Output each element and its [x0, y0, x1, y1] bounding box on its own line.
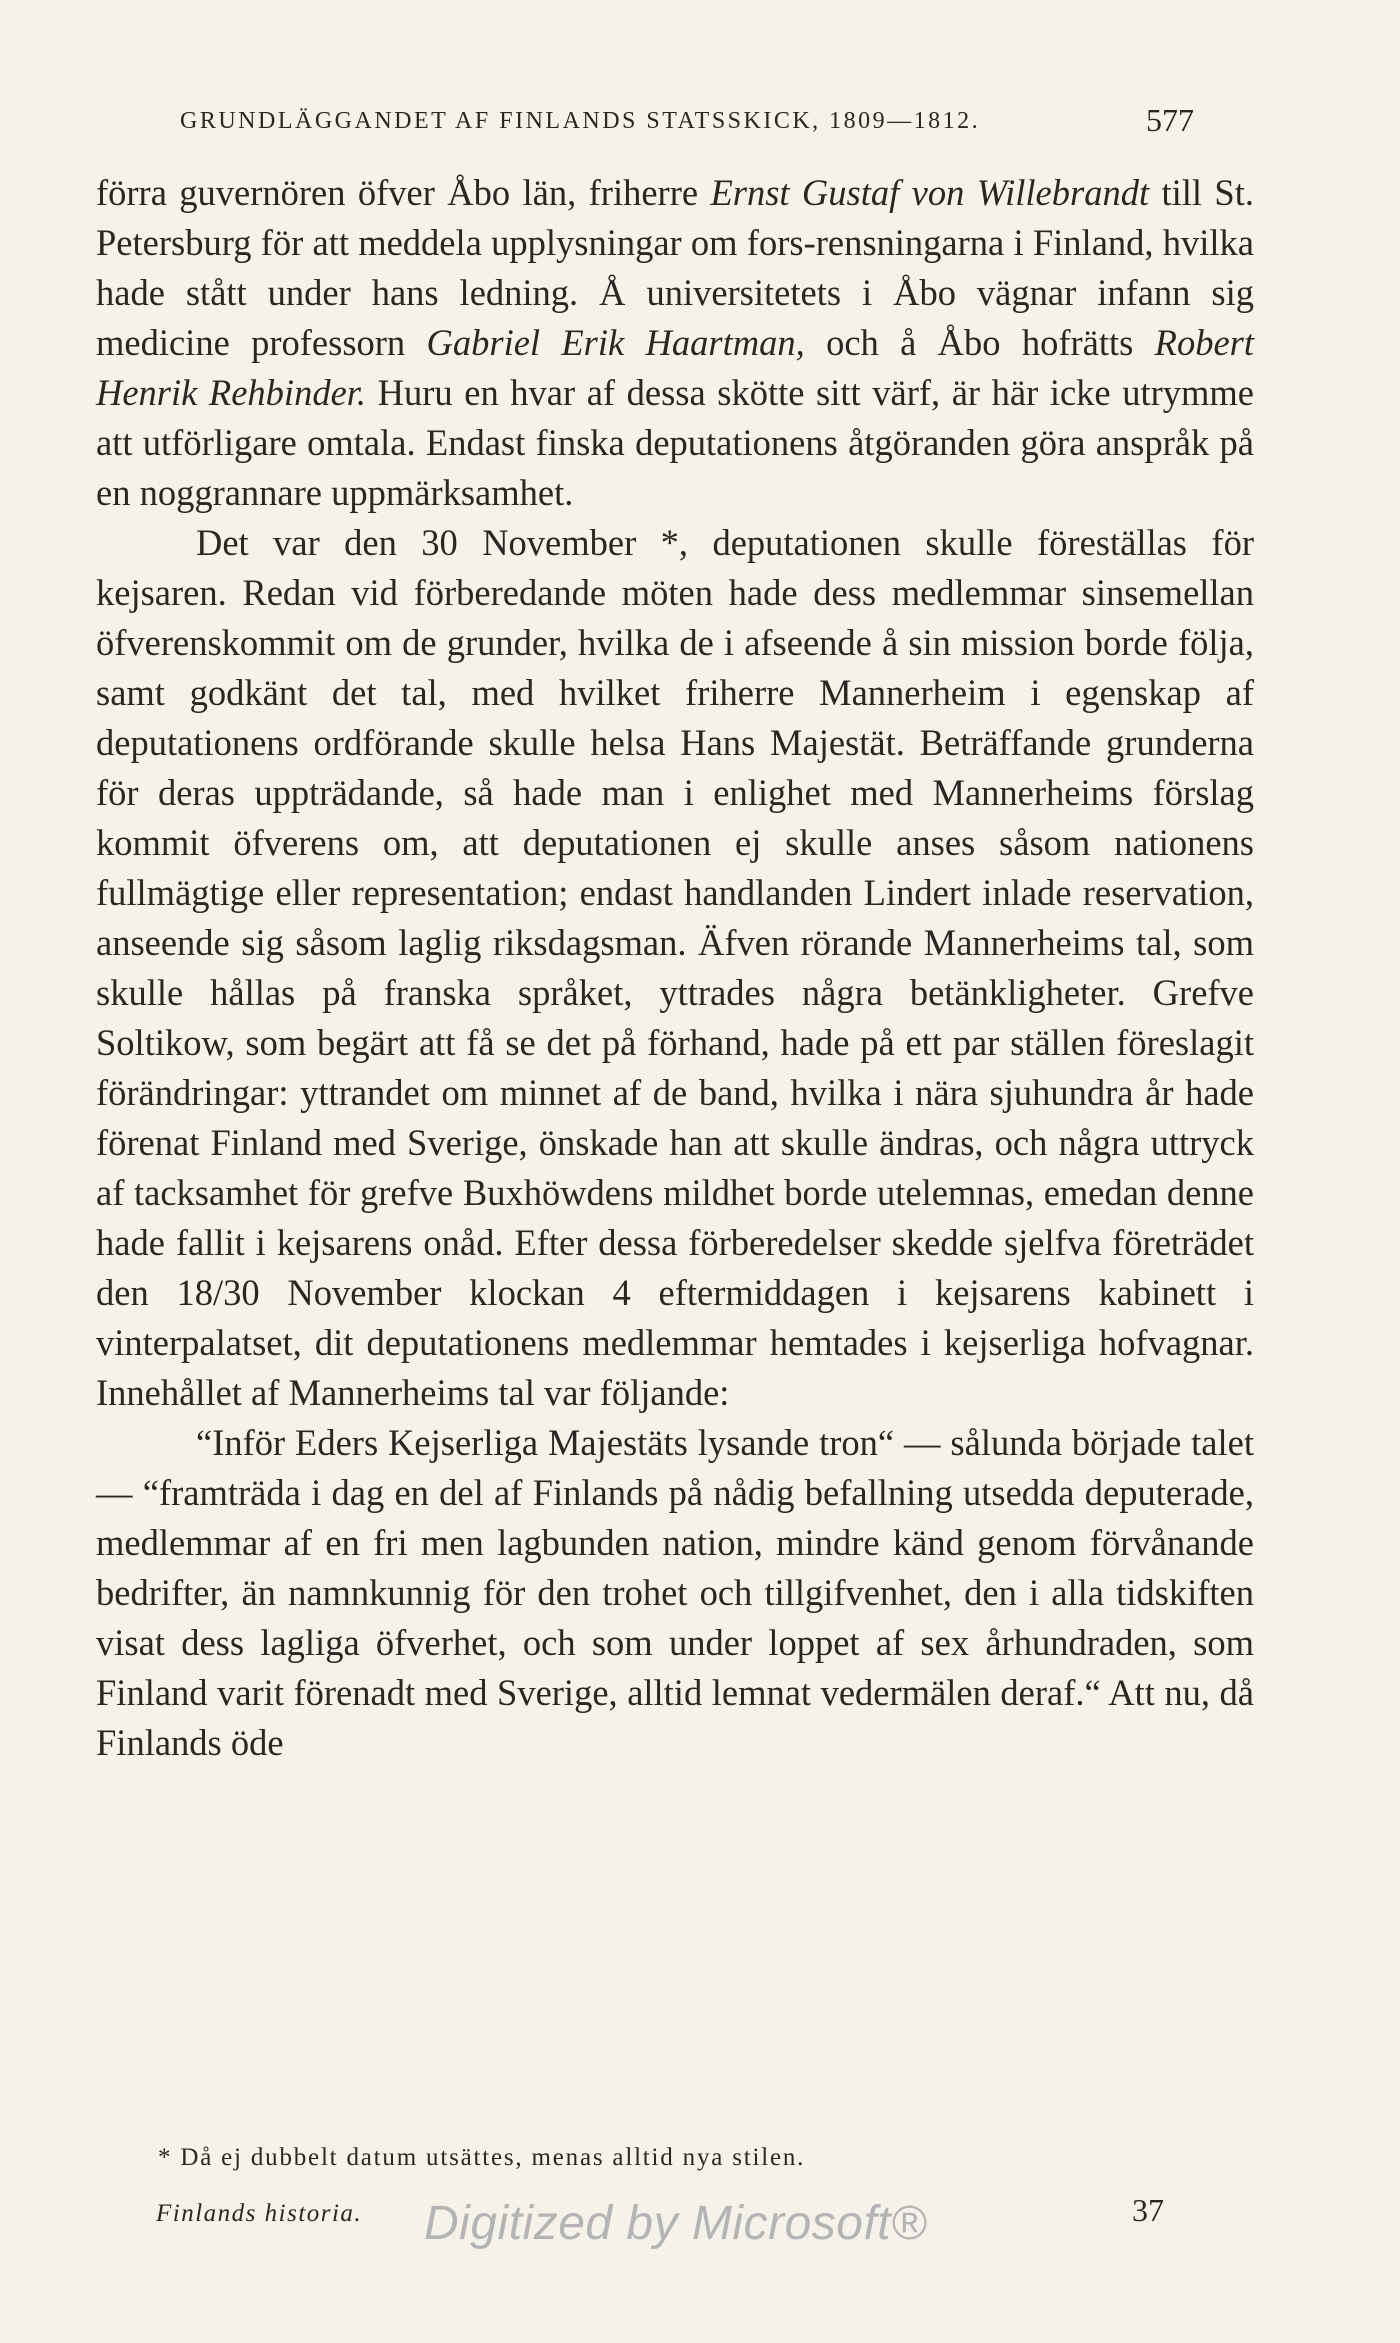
paragraph-1-text-4: Huru en hvar af dessa skötte sitt värf, är här icke utrymme att utförligare omtala. Endast finska deputationens åtgöranden göra anspråk på en noggrannare uppmärksamhet.	[96, 372, 1254, 513]
footnote: * Då ej dubbelt datum utsättes, menas alltid nya stilen.	[158, 2144, 806, 2171]
body-text	[96, 168, 1254, 1768]
name-rehbinder: Robert Henrik Rehbinder.	[96, 322, 1254, 413]
signature-label: Finlands historia.	[156, 2200, 363, 2227]
signature-number: 37	[1132, 2192, 1164, 2228]
paragraph-3: “Inför Eders Kejserliga Majestäts lysande tron“ — sålunda började talet — “framträda i dag en del af Finlands på nådig befallning utsedda deputerade, medlemmar af en fri men lagbunden nation, mindre känd genom förvånande bedrifter, än namnkunnig för den trohet och tillgifvenhet, den i alla tidskiften visat dess lagliga öfverhet, och som under loppet af sex århundraden, som Finland varit förenadt med Sverige, alltid lemnat vedermälen deraf.“ Att nu, då Finlands öde	[96, 1422, 1254, 1763]
digitization-watermark: Digitized by Microsoft®	[424, 2197, 928, 2250]
running-title: GRUNDLÄGGANDET AF FINLANDS STATSSKICK, 1809—1812.	[180, 108, 981, 134]
paragraph-1-text-1: förra guvernören öfver Åbo län, friherre	[96, 172, 711, 213]
name-haartman: Gabriel Erik Haartman,	[426, 322, 805, 363]
paragraph-2: Det var den 30 November *, deputationen skulle föreställas för kejsaren. Redan vid förberedande möten hade dess medlemmar sinsemellan öfverenskommit om de grunder, hvilka de i afseende å sin mission borde följa, samt godkänt det tal, med hvilket friherre Mannerheim i egenskap af deputationens ordförande skulle helsa Hans Majestät. Beträffande grunderna för deras uppträdande, så hade man i enlighet med Mannerheims förslag kommit öfverens om, att deputationen ej skulle anses såsom nationens fullmägtige eller representation; endast handlanden Lindert inlade reservation, anseende sig såsom laglig riksdagsman. Äfven rörande Mannerheims tal, som skulle hållas på franska språket, yttrades några betänkligheter. Grefve Soltikow, som begärt att få se det på förhand, hade på ett par ställen föreslagit förändringar: yttrandet om minnet af de band, hvilka i nära sjuhundra år hade förenat Finland med Sverige, önskade han att skulle ändras, och några uttryck af tacksamhet för grefve Buxhöwdens mildhet borde utelemnas, emedan denne hade fallit i kejsarens onåd. Efter dessa förberedelser skedde sjelfva företrädet den 18/30 November klockan 4 eftermiddagen i kejsarens kabinett i vinterpalatset, dit deputationens medlemmar hemtades i kejserliga hofvagnar. Innehållet af Mannerheims tal var följande:	[96, 522, 1254, 1413]
paragraph-1	[96, 168, 1254, 518]
name-willebrandt: Ernst Gustaf von Willebrandt	[710, 172, 1150, 213]
page-number: 577	[1146, 102, 1194, 138]
paragraph-1-text-2: till St. Petersburg för att meddela upplysningar om fors-rensningarna i Finland, hvilka hade stått under hans ledning. Å universitetets i Åbo vägnar infann sig medicine professorn	[96, 172, 1254, 363]
paragraph-1-text-3: och å Åbo hofrätts	[804, 322, 1155, 363]
